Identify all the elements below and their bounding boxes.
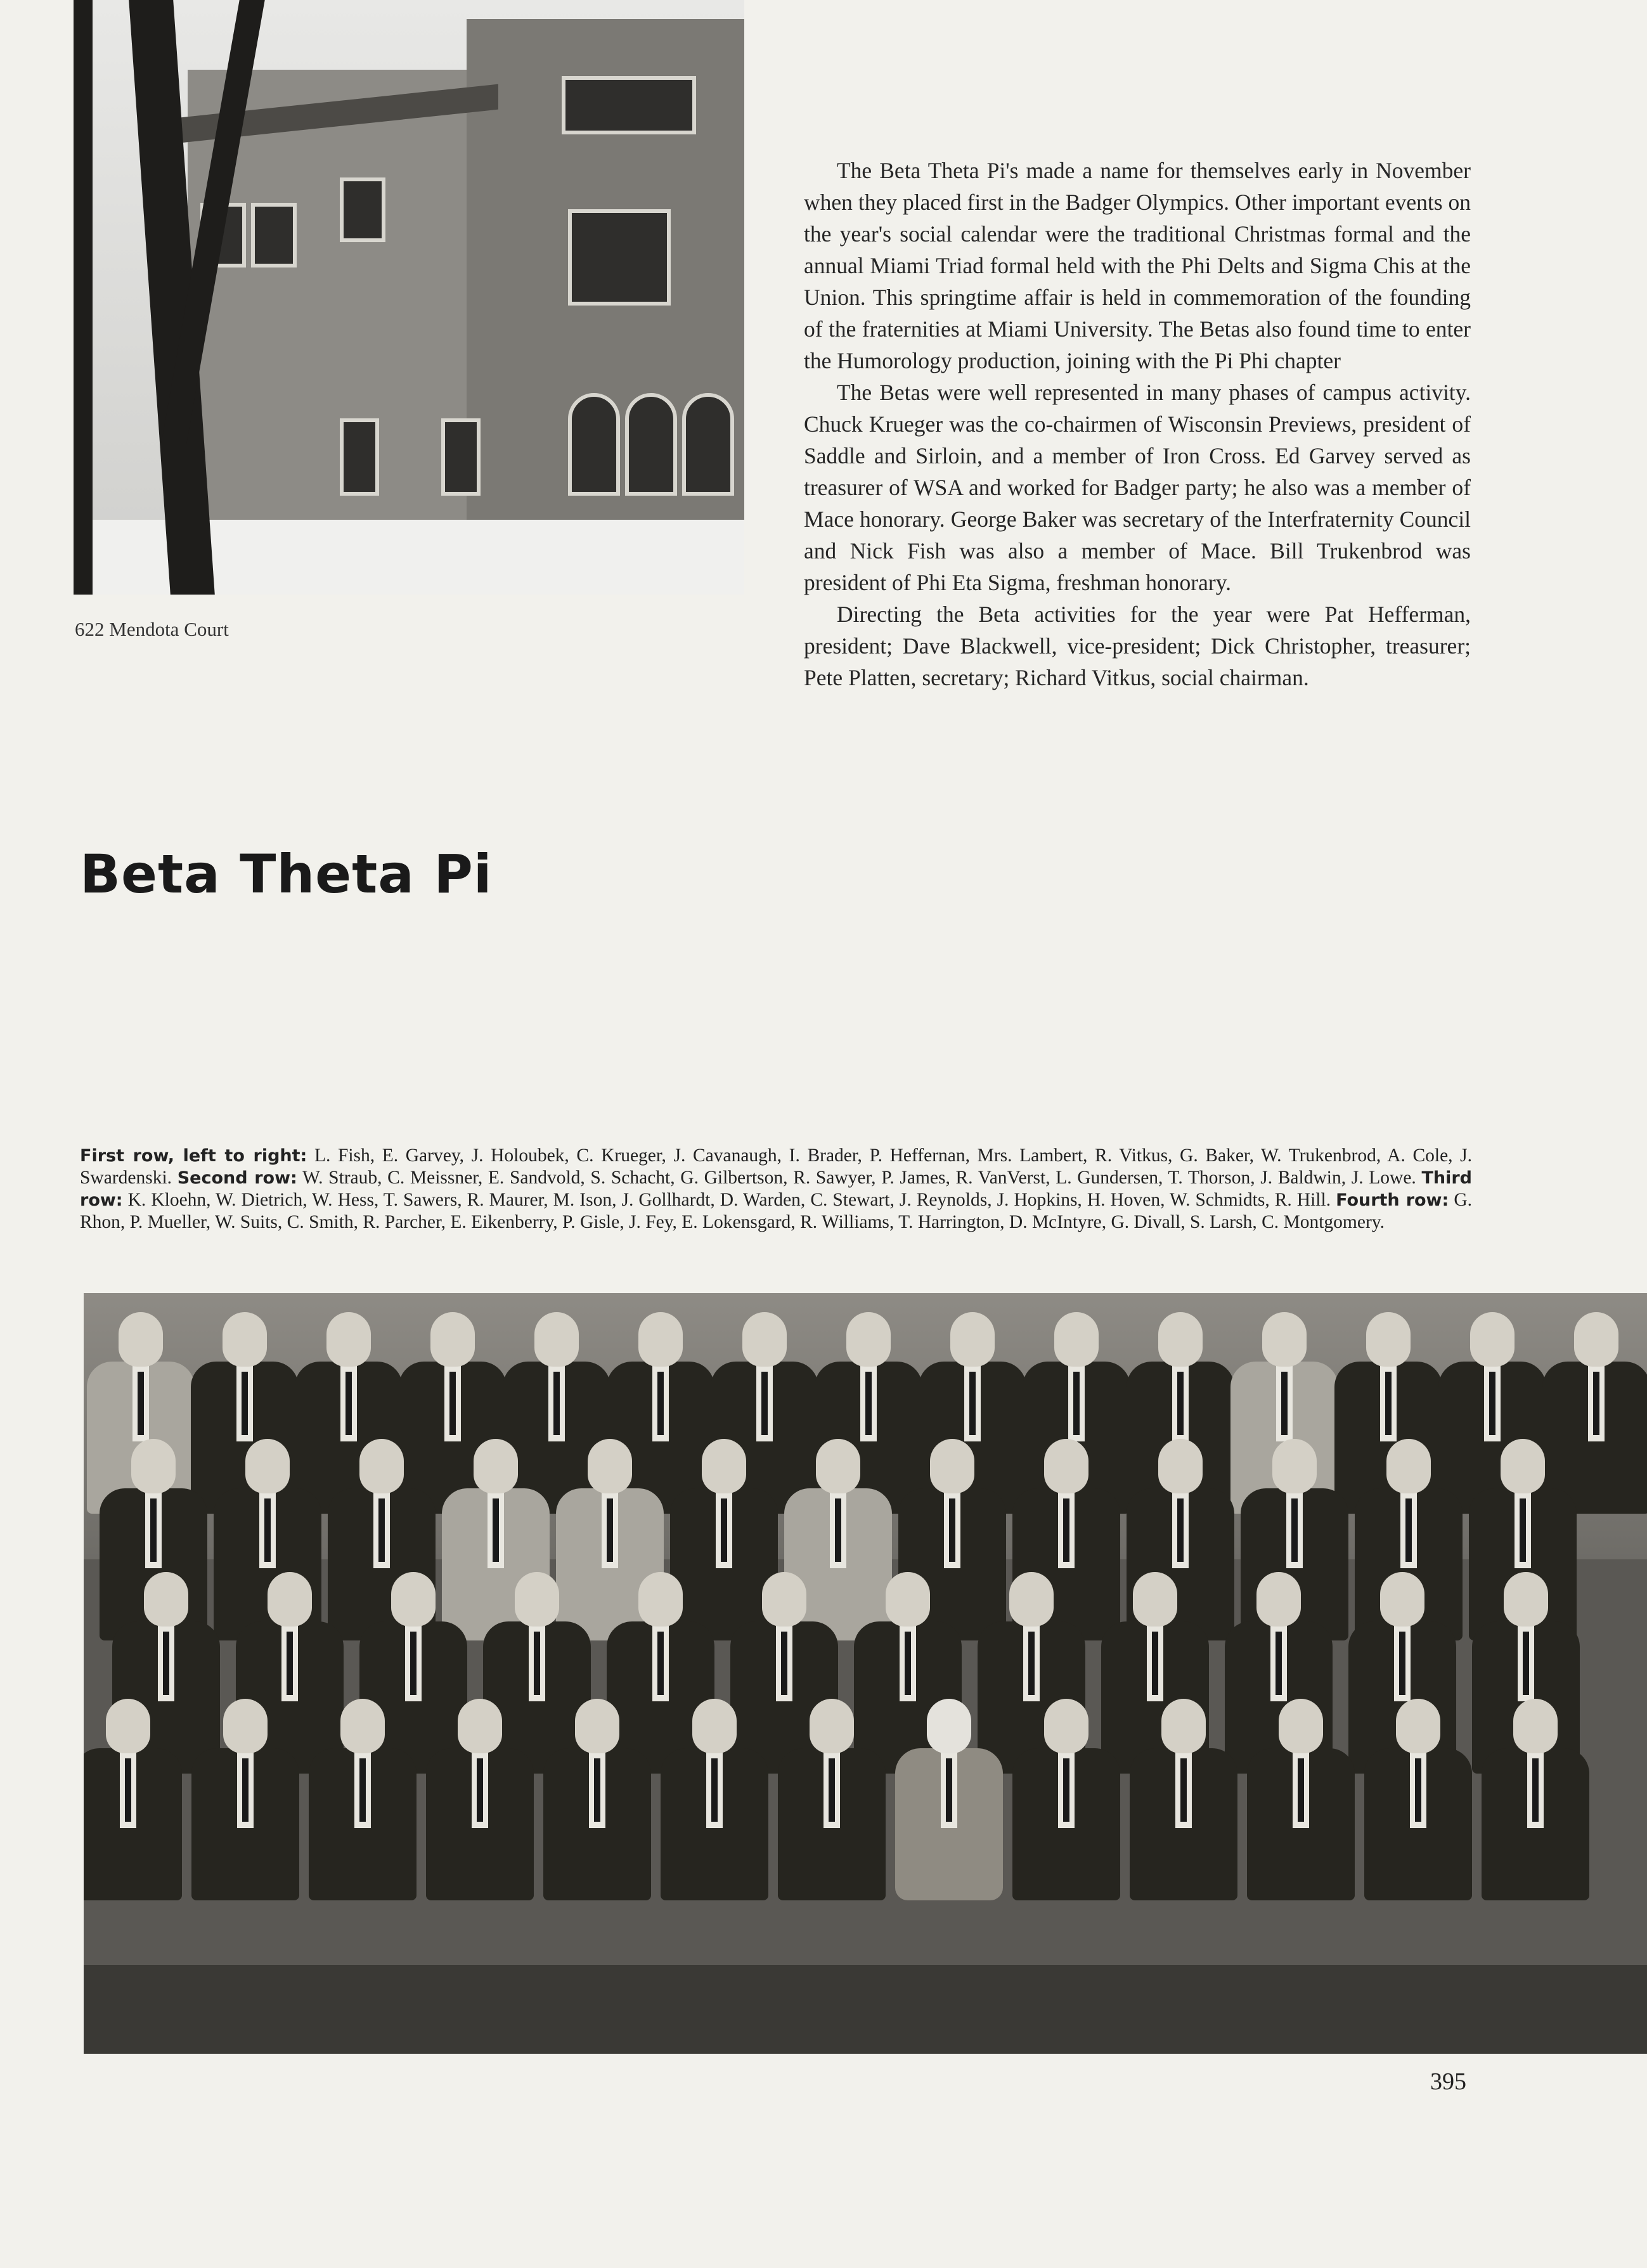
page-number: 395 <box>1430 2068 1466 2095</box>
roster-row-names: K. Kloehn, W. Dietrich, W. Hess, T. Sawers, R. Maurer, M. Ison, J. Gollhardt, D. Warden, C. Stewart, J. Reynolds, J. Hopkins, H. Hoven, W. Schmidts, R. Hill. <box>127 1190 1331 1210</box>
paragraph: The Betas were well represented in many phases of campus activity. Chuck Krueger was the co-chairmen of Wisconsin Previews, president of Saddle and Sirloin, and a member of Iron Cross. Ed Garvey served as treasurer of WSA and worked for Badger party; he also was a member of Mace honorary. George Baker was secretary of the Interfraternity Council and Nick Fish was also a member of Mace. Bill Trukenbrod was president of Phi Eta Sigma, freshman honorary. <box>804 380 1471 595</box>
roster-caption <box>80 1145 1472 1234</box>
roster-row-label: Fourth row: <box>1336 1190 1449 1210</box>
roster-row-names: L. Fish, E. Garvey, J. Holoubek, C. Krueger, J. Cavanaugh, I. Brader, P. Heffernan, Mrs. Lambert, R. Vitkus, G. Baker, W. Trukenbrod, A. Cole, J. Swardenski. <box>80 1145 1472 1188</box>
paragraph: The Beta Theta Pi's made a name for themselves early in November when they placed first in the Badger Olympics. Other important events on the year's social calendar were the traditional Christmas formal and the annual Miami Triad formal held with the Phi Delts and Sigma Chis at the Union. This springtime affair is held in commemoration of the founding of the fraternities at Miami University. The Betas also found time to enter the Humorology production, joining with the Pi Phi chapter <box>804 158 1471 373</box>
article-body <box>804 155 1471 693</box>
roster-row-label: First row, left to right: <box>80 1146 307 1166</box>
photo-caption: 622 Mendota Court <box>75 618 229 640</box>
paragraph: Directing the Beta activities for the year were Pat Hefferman, president; Dave Blackwell, vice-president; Dick Christopher, treasurer; Pete Platten, secretary; Richard Vitkus, social chairman. <box>804 602 1471 690</box>
roster-row-label: Second row: <box>177 1168 297 1188</box>
roster-row-names: W. Straub, C. Meissner, E. Sandvold, S. Schacht, G. Gilbertson, R. Sawyer, P. James, R. VanVerst, L. Gundersen, T. Thorson, J. Baldwin, J. Lowe. <box>302 1168 1416 1188</box>
group-photo <box>84 1293 1647 2054</box>
roster-row-names: G. Rhon, P. Mueller, W. Suits, C. Smith, R. Parcher, E. Eikenberry, P. Gisle, J. Fey, E. Lokensgard, R. Williams, T. Harrington, D. McIntyre, G. Divall, S. Larsh, C. Montgomery. <box>80 1190 1473 1232</box>
roster-row-label: Third row: <box>80 1168 1472 1210</box>
page-title: Beta Theta Pi <box>80 843 493 905</box>
house-photo <box>74 0 744 595</box>
